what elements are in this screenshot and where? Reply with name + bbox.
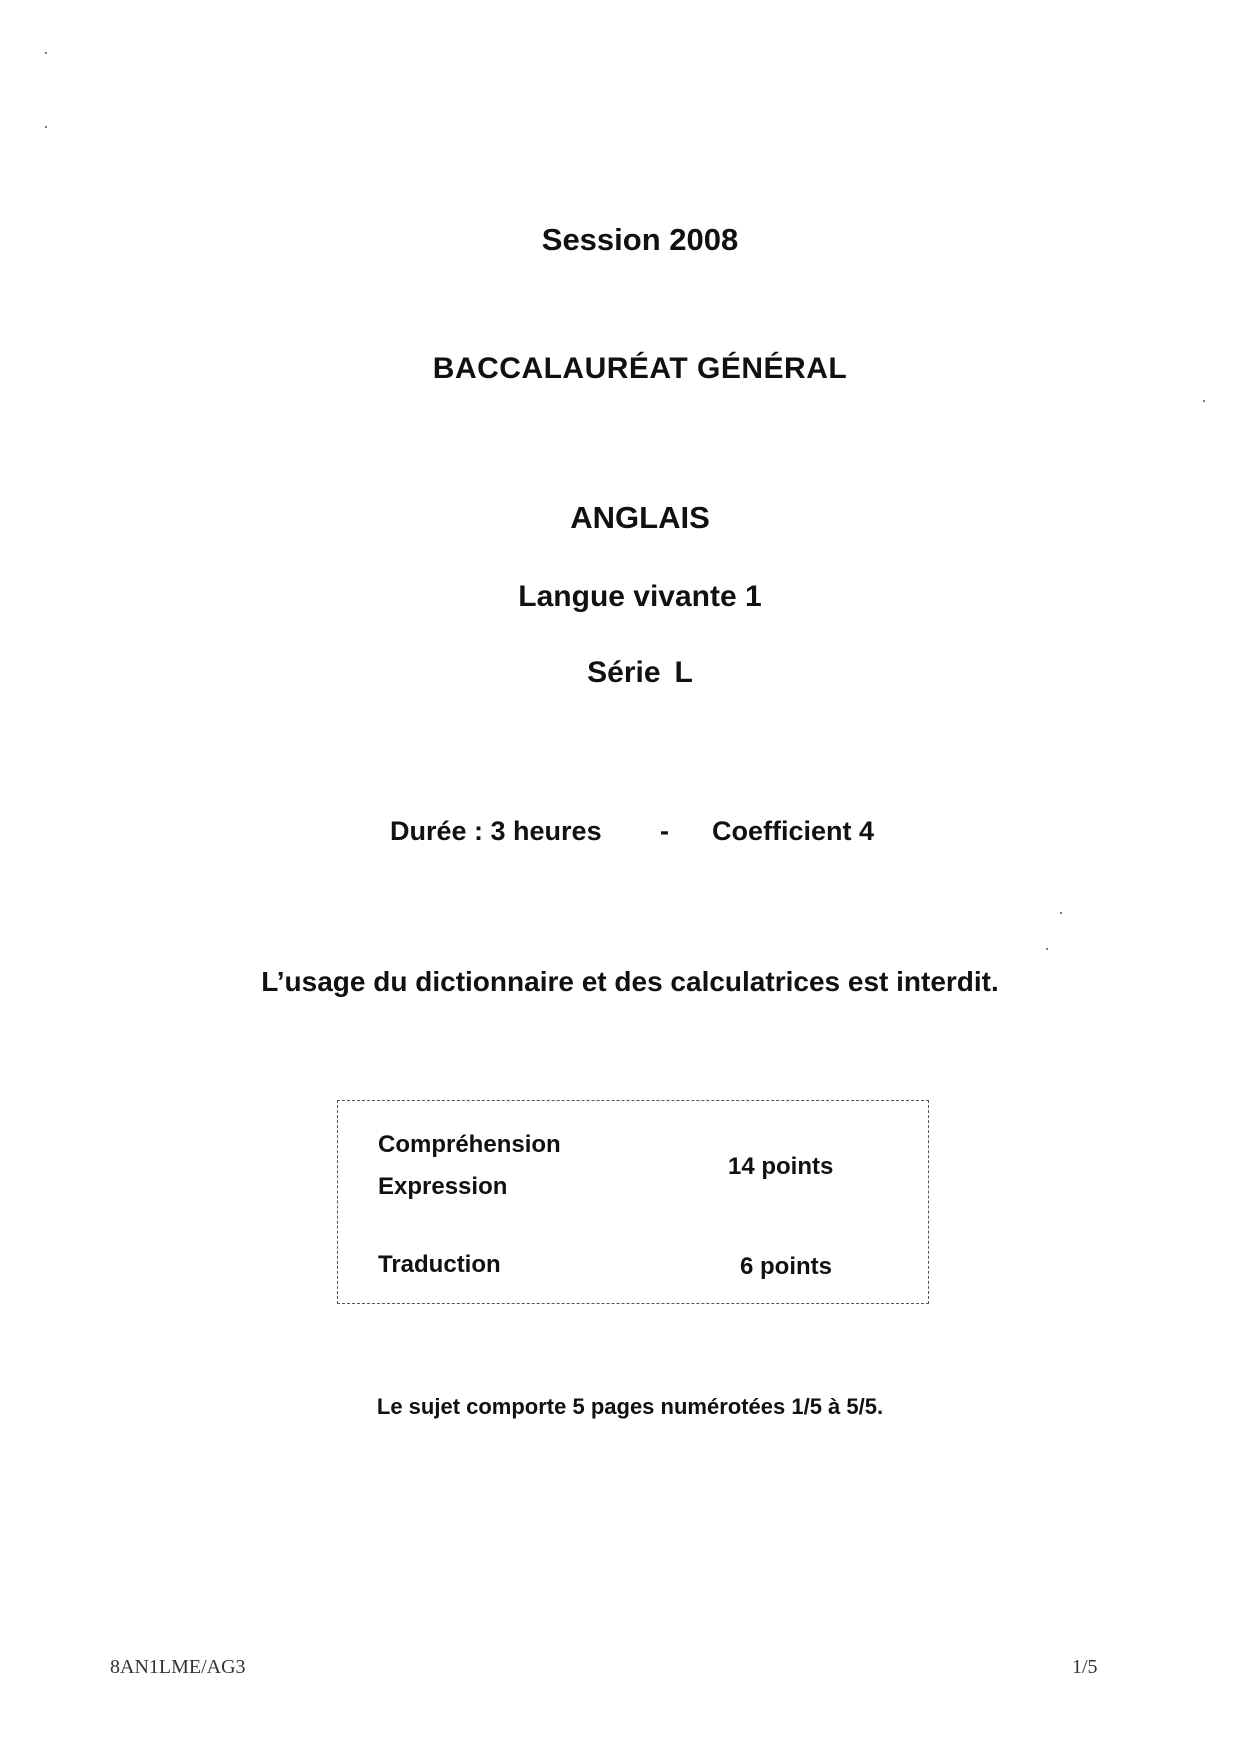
usage-notice: L’usage du dictionnaire et des calculatrices est interdit. [261,966,999,997]
pages-note: Le sujet comporte 5 pages numérotées 1/5 à 5/5. [376,1394,884,1419]
page-number: 1/5 [1072,1656,1098,1678]
serie-value: L [674,656,693,689]
scan-speck [45,52,47,54]
comprehension-label: Compréhension [378,1131,561,1158]
footer-code: 8AN1LME/AG3 [110,1656,246,1678]
subject-name: ANGLAIS [570,500,710,535]
scan-speck [1203,400,1205,402]
scan-speck [1046,948,1048,950]
traduction-label: Traduction [378,1251,501,1278]
coefficient: Coefficient 4 [712,816,875,846]
separator: - [660,816,669,846]
scan-speck [45,126,47,128]
comp-expr-points: 14 points [728,1153,834,1180]
serie-line [0,656,1240,690]
langue-level: Langue vivante 1 [518,580,762,613]
expression-label: Expression [378,1173,508,1200]
session-title: Session 2008 [541,222,739,257]
exam-title: BACCALAURÉAT GÉNÉRAL [432,352,848,385]
duration: Durée : 3 heures [390,816,602,846]
scoring-box [337,1100,929,1304]
serie-label: Série [587,656,661,689]
traduction-points: 6 points [740,1253,833,1280]
scan-speck [1060,912,1062,914]
